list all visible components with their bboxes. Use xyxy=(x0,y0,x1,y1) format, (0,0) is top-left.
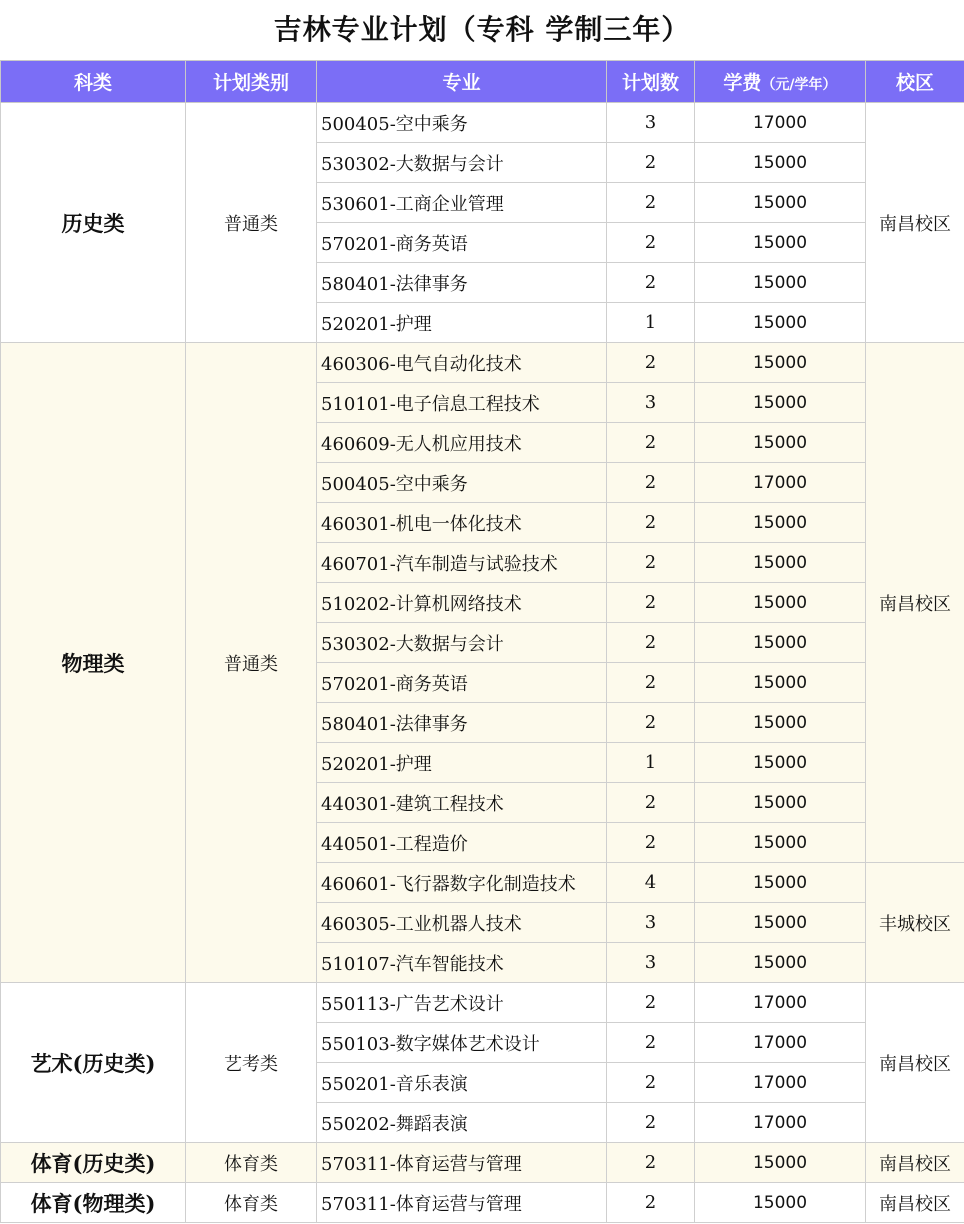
quota-cell: 2 xyxy=(607,543,695,583)
header-quota: 计划数 xyxy=(607,61,695,103)
quota-cell: 2 xyxy=(607,423,695,463)
quota-cell: 2 xyxy=(607,1023,695,1063)
quota-cell: 2 xyxy=(607,663,695,703)
tuition-cell: 15000 xyxy=(695,943,866,983)
major-cell: 550113-广告艺术设计 xyxy=(317,983,607,1023)
major-cell: 510202-计算机网络技术 xyxy=(317,583,607,623)
quota-cell: 2 xyxy=(607,143,695,183)
quota-cell: 2 xyxy=(607,343,695,383)
quota-cell: 2 xyxy=(607,183,695,223)
campus-cell: 丰城校区 xyxy=(866,863,964,983)
plan-type-cell: 体育类 xyxy=(186,1183,317,1223)
campus-cell: 南昌校区 xyxy=(866,103,964,343)
major-cell: 530601-工商企业管理 xyxy=(317,183,607,223)
subject-cell: 历史类 xyxy=(1,103,186,343)
major-cell: 550103-数字媒体艺术设计 xyxy=(317,1023,607,1063)
quota-cell: 2 xyxy=(607,503,695,543)
tuition-cell: 17000 xyxy=(695,1023,866,1063)
major-cell: 570201-商务英语 xyxy=(317,223,607,263)
major-cell: 440501-工程造价 xyxy=(317,823,607,863)
quota-cell: 2 xyxy=(607,1063,695,1103)
campus-cell: 南昌校区 xyxy=(866,983,964,1143)
tuition-cell: 15000 xyxy=(695,263,866,303)
major-cell: 460601-飞行器数字化制造技术 xyxy=(317,863,607,903)
major-cell: 460609-无人机应用技术 xyxy=(317,423,607,463)
major-cell: 530302-大数据与会计 xyxy=(317,623,607,663)
tuition-cell: 15000 xyxy=(695,863,866,903)
quota-cell: 3 xyxy=(607,383,695,423)
tuition-cell: 15000 xyxy=(695,383,866,423)
table-row xyxy=(1,103,964,143)
tuition-cell: 15000 xyxy=(695,303,866,343)
tuition-cell: 15000 xyxy=(695,423,866,463)
major-cell: 460301-机电一体化技术 xyxy=(317,503,607,543)
header-major: 专业 xyxy=(317,61,607,103)
tuition-cell: 15000 xyxy=(695,583,866,623)
header-plan-type: 计划类别 xyxy=(186,61,317,103)
header-campus: 校区 xyxy=(866,61,964,103)
table-row xyxy=(1,983,964,1023)
quota-cell: 2 xyxy=(607,703,695,743)
quota-cell: 2 xyxy=(607,823,695,863)
major-cell: 460701-汽车制造与试验技术 xyxy=(317,543,607,583)
quota-cell: 2 xyxy=(607,983,695,1023)
tuition-cell: 15000 xyxy=(695,223,866,263)
quota-cell: 3 xyxy=(607,103,695,143)
header-row xyxy=(1,61,964,103)
tuition-cell: 15000 xyxy=(695,503,866,543)
tuition-cell: 17000 xyxy=(695,983,866,1023)
tuition-cell: 15000 xyxy=(695,743,866,783)
major-cell: 550202-舞蹈表演 xyxy=(317,1103,607,1143)
campus-cell: 南昌校区 xyxy=(866,1183,964,1223)
campus-cell: 南昌校区 xyxy=(866,343,964,863)
quota-cell: 1 xyxy=(607,303,695,343)
quota-cell: 2 xyxy=(607,463,695,503)
tuition-cell: 15000 xyxy=(695,823,866,863)
major-cell: 520201-护理 xyxy=(317,743,607,783)
table-row xyxy=(1,1143,964,1183)
tuition-cell: 15000 xyxy=(695,783,866,823)
tuition-cell: 15000 xyxy=(695,1143,866,1183)
plan-type-cell: 艺考类 xyxy=(186,983,317,1143)
header-tuition-label: 学费 xyxy=(723,72,762,94)
table-row xyxy=(1,1183,964,1223)
header-tuition-unit: （元/学年） xyxy=(761,77,837,93)
tuition-cell: 15000 xyxy=(695,543,866,583)
tuition-cell: 17000 xyxy=(695,103,866,143)
major-cell: 460306-电气自动化技术 xyxy=(317,343,607,383)
subject-cell: 物理类 xyxy=(1,343,186,983)
plan-type-cell: 普通类 xyxy=(186,103,317,343)
quota-cell: 2 xyxy=(607,583,695,623)
tuition-cell: 15000 xyxy=(695,1183,866,1223)
quota-cell: 3 xyxy=(607,903,695,943)
tuition-cell: 17000 xyxy=(695,1103,866,1143)
subject-cell: 体育(物理类) xyxy=(1,1183,186,1223)
campus-cell: 南昌校区 xyxy=(866,1143,964,1183)
quota-cell: 4 xyxy=(607,863,695,903)
tuition-cell: 15000 xyxy=(695,343,866,383)
major-cell: 570311-体育运营与管理 xyxy=(317,1183,607,1223)
tuition-cell: 15000 xyxy=(695,143,866,183)
quota-cell: 2 xyxy=(607,783,695,823)
tuition-cell: 15000 xyxy=(695,663,866,703)
major-cell: 570311-体育运营与管理 xyxy=(317,1143,607,1183)
major-cell: 500405-空中乘务 xyxy=(317,103,607,143)
tuition-cell: 17000 xyxy=(695,1063,866,1103)
quota-cell: 1 xyxy=(607,743,695,783)
major-cell: 500405-空中乘务 xyxy=(317,463,607,503)
major-cell: 520201-护理 xyxy=(317,303,607,343)
subject-cell: 艺术(历史类) xyxy=(1,983,186,1143)
quota-cell: 3 xyxy=(607,943,695,983)
table-body xyxy=(1,103,964,1223)
table-row xyxy=(1,343,964,383)
quota-cell: 2 xyxy=(607,1183,695,1223)
major-cell: 570201-商务英语 xyxy=(317,663,607,703)
major-cell: 580401-法律事务 xyxy=(317,703,607,743)
quota-cell: 2 xyxy=(607,623,695,663)
quota-cell: 2 xyxy=(607,263,695,303)
tuition-cell: 15000 xyxy=(695,183,866,223)
major-cell: 510107-汽车智能技术 xyxy=(317,943,607,983)
major-cell: 440301-建筑工程技术 xyxy=(317,783,607,823)
major-cell: 580401-法律事务 xyxy=(317,263,607,303)
header-subject: 科类 xyxy=(1,61,186,103)
tuition-cell: 15000 xyxy=(695,703,866,743)
major-cell: 550201-音乐表演 xyxy=(317,1063,607,1103)
enrollment-plan-table xyxy=(0,60,964,1223)
major-cell: 530302-大数据与会计 xyxy=(317,143,607,183)
quota-cell: 2 xyxy=(607,1143,695,1183)
tuition-cell: 17000 xyxy=(695,463,866,503)
header-tuition xyxy=(695,61,866,103)
major-cell: 510101-电子信息工程技术 xyxy=(317,383,607,423)
tuition-cell: 15000 xyxy=(695,623,866,663)
quota-cell: 2 xyxy=(607,1103,695,1143)
quota-cell: 2 xyxy=(607,223,695,263)
major-cell: 460305-工业机器人技术 xyxy=(317,903,607,943)
plan-type-cell: 体育类 xyxy=(186,1143,317,1183)
subject-cell: 体育(历史类) xyxy=(1,1143,186,1183)
page-title: 吉林专业计划（专科 学制三年） xyxy=(273,13,691,46)
tuition-cell: 15000 xyxy=(695,903,866,943)
plan-type-cell: 普通类 xyxy=(186,343,317,983)
